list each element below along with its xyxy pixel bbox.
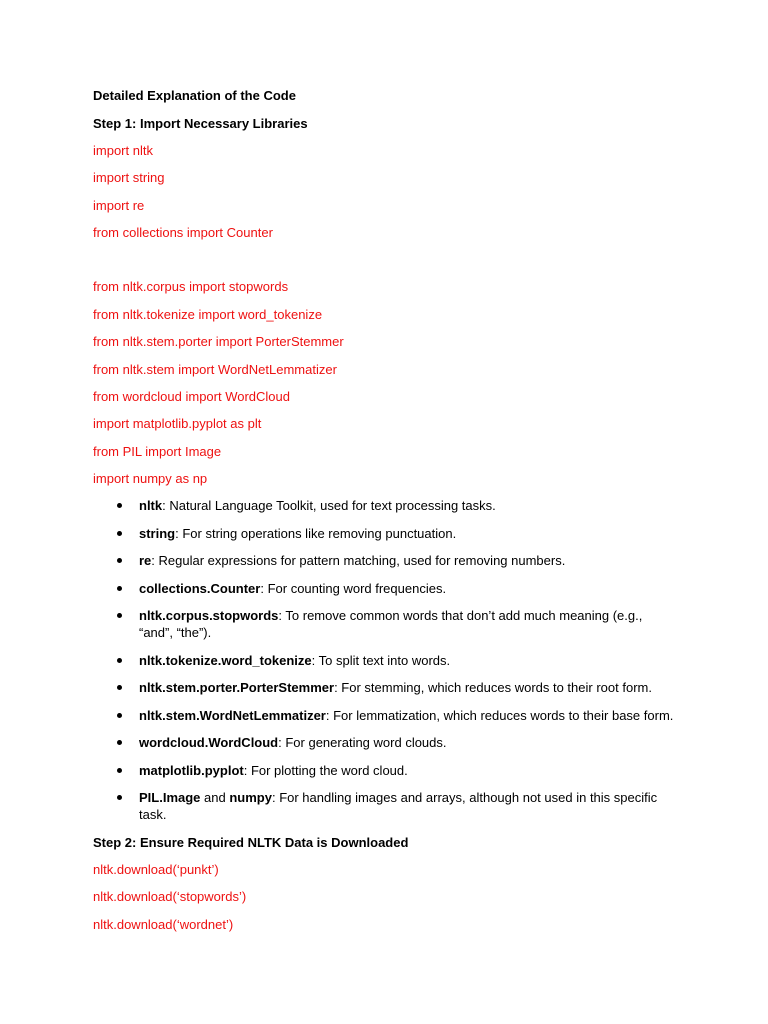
list-item [117,762,677,779]
list-item [117,525,677,542]
list-item [117,789,677,823]
bullet-term: nltk.corpus.stopwords [139,608,279,623]
list-item [117,679,677,696]
bullet-icon [117,613,122,618]
bullet-icon [117,713,122,718]
bullet-desc: : For lemmatization, which reduces words to their base form. [325,708,674,723]
code-line: nltk.download(‘wordnet’) [93,917,234,932]
bullet-term: re [139,553,152,568]
bullet-desc: : For stemming, which reduces words to their root form. [334,680,652,695]
bullet-desc: : For plotting the word cloud. [243,763,408,778]
code-line: from nltk.corpus import stopwords [93,279,289,294]
code-line: import nltk [93,143,153,158]
bullet-desc: : For handling images and arrays, although not used in this specific task. [139,790,658,822]
bullet-term: PIL.Image [139,790,201,805]
bullet-term: matplotlib.pyplot [139,763,244,778]
bullet-term: nltk.tokenize.word_tokenize [139,653,312,668]
list-item [117,707,677,724]
list-item [117,552,677,569]
bullet-icon [117,558,122,563]
bullet-term: string [139,526,176,541]
code-line: from collections import Counter [93,225,273,240]
bullet-icon [117,531,122,536]
step2-heading: Step 2: Ensure Required NLTK Data is Downloaded [93,835,409,850]
code-line: import string [93,170,165,185]
list-item [117,580,677,597]
bullet-desc: : To remove common words that don’t add much meaning (e.g., “and”, “the”). [139,608,643,640]
list-item [117,734,677,751]
code-line: from nltk.stem.porter import PorterStemmer [93,334,344,349]
step1-heading: Step 1: Import Necessary Libraries [93,116,308,131]
bullet-term: nltk.stem.porter.PorterStemmer [139,680,335,695]
code-line: nltk.download(‘punkt’) [93,862,219,877]
code-line: import matplotlib.pyplot as plt [93,416,262,431]
bullet-desc: : For generating word clouds. [278,735,447,750]
bullet-icon [117,658,122,663]
list-item [117,607,677,641]
bullet-icon [117,685,122,690]
code-line: from PIL import Image [93,444,222,459]
code-line: from wordcloud import WordCloud [93,389,290,404]
code-line: import numpy as np [93,471,208,486]
bullet-desc: : For counting word frequencies. [260,581,447,596]
bullet-icon [117,768,122,773]
code-line: nltk.download(‘stopwords’) [93,889,247,904]
bullet-term-2: numpy [229,790,272,805]
bullet-term: collections.Counter [139,581,261,596]
bullet-icon [117,740,122,745]
code-line: from nltk.stem import WordNetLemmatizer [93,362,337,377]
bullet-term: nltk.stem.WordNetLemmatizer [139,708,326,723]
code-line: import re [93,198,145,213]
bullet-desc: : Natural Language Toolkit, used for text processing tasks. [162,498,496,513]
bullet-desc: : To split text into words. [311,653,451,668]
bullet-desc: : Regular expressions for pattern matching, used for removing numbers. [151,553,566,568]
bullet-desc: : For string operations like removing punctuation. [175,526,457,541]
document-title: Detailed Explanation of the Code [93,88,296,103]
list-item [117,652,677,669]
list-item [117,497,677,514]
bullet-term: nltk [139,498,163,513]
code-line: from nltk.tokenize import word_tokenize [93,307,323,322]
bullet-term: wordcloud.WordCloud [139,735,279,750]
bullet-icon [117,795,122,800]
bullet-icon [117,503,122,508]
bullet-icon [117,586,122,591]
bullet-mid: and [200,790,230,805]
